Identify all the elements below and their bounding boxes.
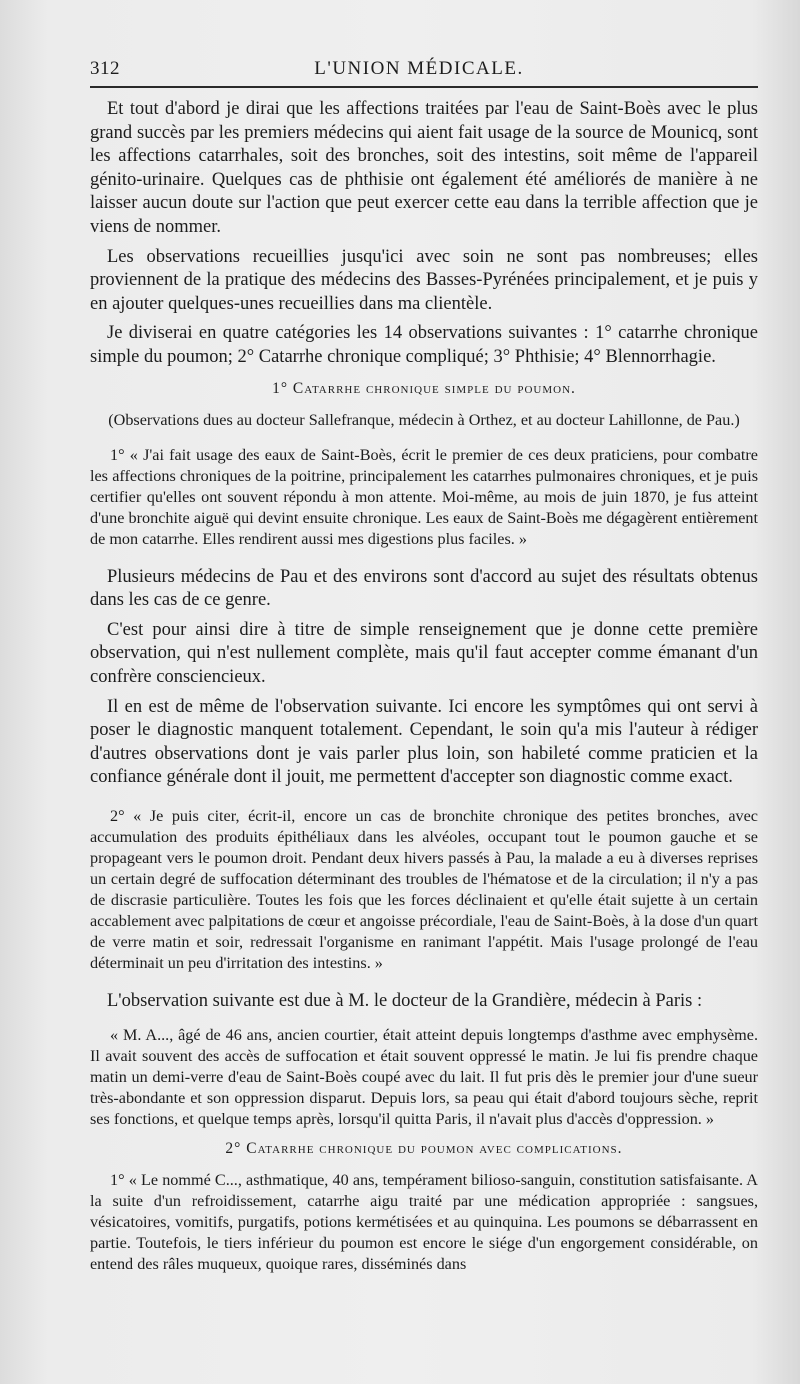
section-note-1: (Observations dues au docteur Sallefranque, médecin à Orthez, et au docteur Lahillonne, de Pau.) <box>108 410 740 429</box>
running-title: L'UNION MÉDICALE. <box>314 58 524 79</box>
section-title-1: 1° Catarrhe chronique simple du poumon. <box>272 379 576 397</box>
paragraph-intro: Et tout d'abord je dirai que les affections traitées par l'eau de Saint-Boès avec le plus grand succès par les premiers médecins qui aient fait usage de la source de Mounicq, sont les affections catarrhales, soit des bronches, soit des intestins, soit même de l'appareil génito-urinaire. Quelques cas de phthisie ont également été améliorés de manière à ne laisser aucun doute sur l'action que peut exercer cette eau dans la terrible affection que je viens de nommer. <box>90 99 758 237</box>
paragraph-pau-doctors: Plusieurs médecins de Pau et des environs sont d'accord au sujet des résultats obtenus dans les cas de ce genre. <box>90 566 758 611</box>
paragraph-observations: Les observations recueillies jusqu'ici avec soin ne sont pas nombreuses; elles proviennent de la pratique des médecins des Basses-Pyrénées principalement, et je puis y en ajouter quelques-unes recueillies dans ma clientèle. <box>90 246 758 314</box>
section-title-2: 2° Catarrhe chronique du poumon avec complications. <box>225 1140 623 1158</box>
observation-2: 2° « Je puis citer, écrit-il, encore un cas de bronchite chronique des petites bronches, avec accumulation des produits épithéliaux dans les alvéoles, occupant tout le poumon gauche et se propageant vers le poumon droit. Pendant deux hivers passés à Pau, la malade a eu à diverses reprises un certain degré de suffocation déterminant des troubles de l'hématose et de la circulation; il n'y a pas de discrasie particulière. Toutes les fois que les forces déclinaient et qu'elle était sujette à un certain accablement avec palpitations de cœur et angoisse précordiale, l'eau de Saint-Boès, à la dose d'un quart de verre matin et soir, redressait l'organisme en ranimant l'appétit. Mais l'usage prolongé de l'eau déterminait un peu d'irritation des intestins. » <box>90 806 758 972</box>
paragraph-first-observation: C'est pour ainsi dire à titre de simple renseignement que je donne cette première observation, qui n'est nullement complète, mais qu'il faut accepter comme émanant d'un confrère consciencieux. <box>90 619 758 687</box>
header-rule <box>90 86 758 88</box>
observation-1: 1° « J'ai fait usage des eaux de Saint-Boès, écrit le premier de ces deux praticiens, pour combatre les affections chroniques de la poitrine, principalement les catarrhes pulmonaires chroniques, et je puis certifier qu'elles ont souvent répondu à mon attente. Moi-même, au mois de juin 1870, je fus atteint d'une bronchite aiguë qui devint ensuite chronique. Les eaux de Saint-Boès me dégagèrent entièrement de mon catarrhe. Elles rendirent aussi mes digestions plus faciles. » <box>90 445 758 548</box>
observation-3: « M. A..., âgé de 46 ans, ancien courtier, était atteint depuis longtemps d'asthme avec emphysème. Il avait souvent des accès de suffocation et était souvent oppressé le matin. Je lui fis prendre chaque matin un demi-verre d'eau de Saint-Boès coupé avec du lait. Il fut pris dès le premier jour d'une sueur très-abondante et son oppression disparut. Depuis lors, sa peau qui était d'abord toujours sèche, reprit ses fonctions, et quelque temps après, lorsqu'il quitta Paris, il n'avait plus d'accès d'oppression. » <box>90 1026 758 1129</box>
paragraph-next-observation: Il en est de même de l'observation suivante. Ici encore les symptômes qui ont servi à poser le diagnostic manquent totalement. Cependant, le soin qu'a mis l'auteur à rédiger d'autres observations dont je vais parler plus loin, son habileté comme praticien et la confiance générale dont il jouit, me permettent d'accepter son diagnostic comme exact. <box>90 696 758 788</box>
paragraph-grandiere: L'observation suivante est due à M. le docteur de la Grandière, médecin à Paris : <box>107 990 703 1011</box>
page-header <box>90 58 758 80</box>
observation-4: 1° « Le nommé C..., asthmatique, 40 ans, tempérament bilioso-sanguin, constitution satisfaisante. A la suite d'un refroidissement, catarrhe aigu traité par une médication appropriée : sangsues, vésicatoires, vomitifs, purgatifs, potions kermétisées et au quinquina. Les poumons se débarrassent en partie. Toutefois, le tiers inférieur du poumon est encore le siége d'un engorgement considérable, on entend des râles muqueux, quoique rares, disséminés dans <box>90 1171 758 1274</box>
paragraph-categories: Je diviserai en quatre catégories les 14 observations suivantes : 1° catarrhe chronique simple du poumon; 2° Catarrhe chronique compliqué; 3° Phthisie; 4° Blennorrhagie. <box>90 323 758 367</box>
page-number: 312 <box>90 58 120 79</box>
